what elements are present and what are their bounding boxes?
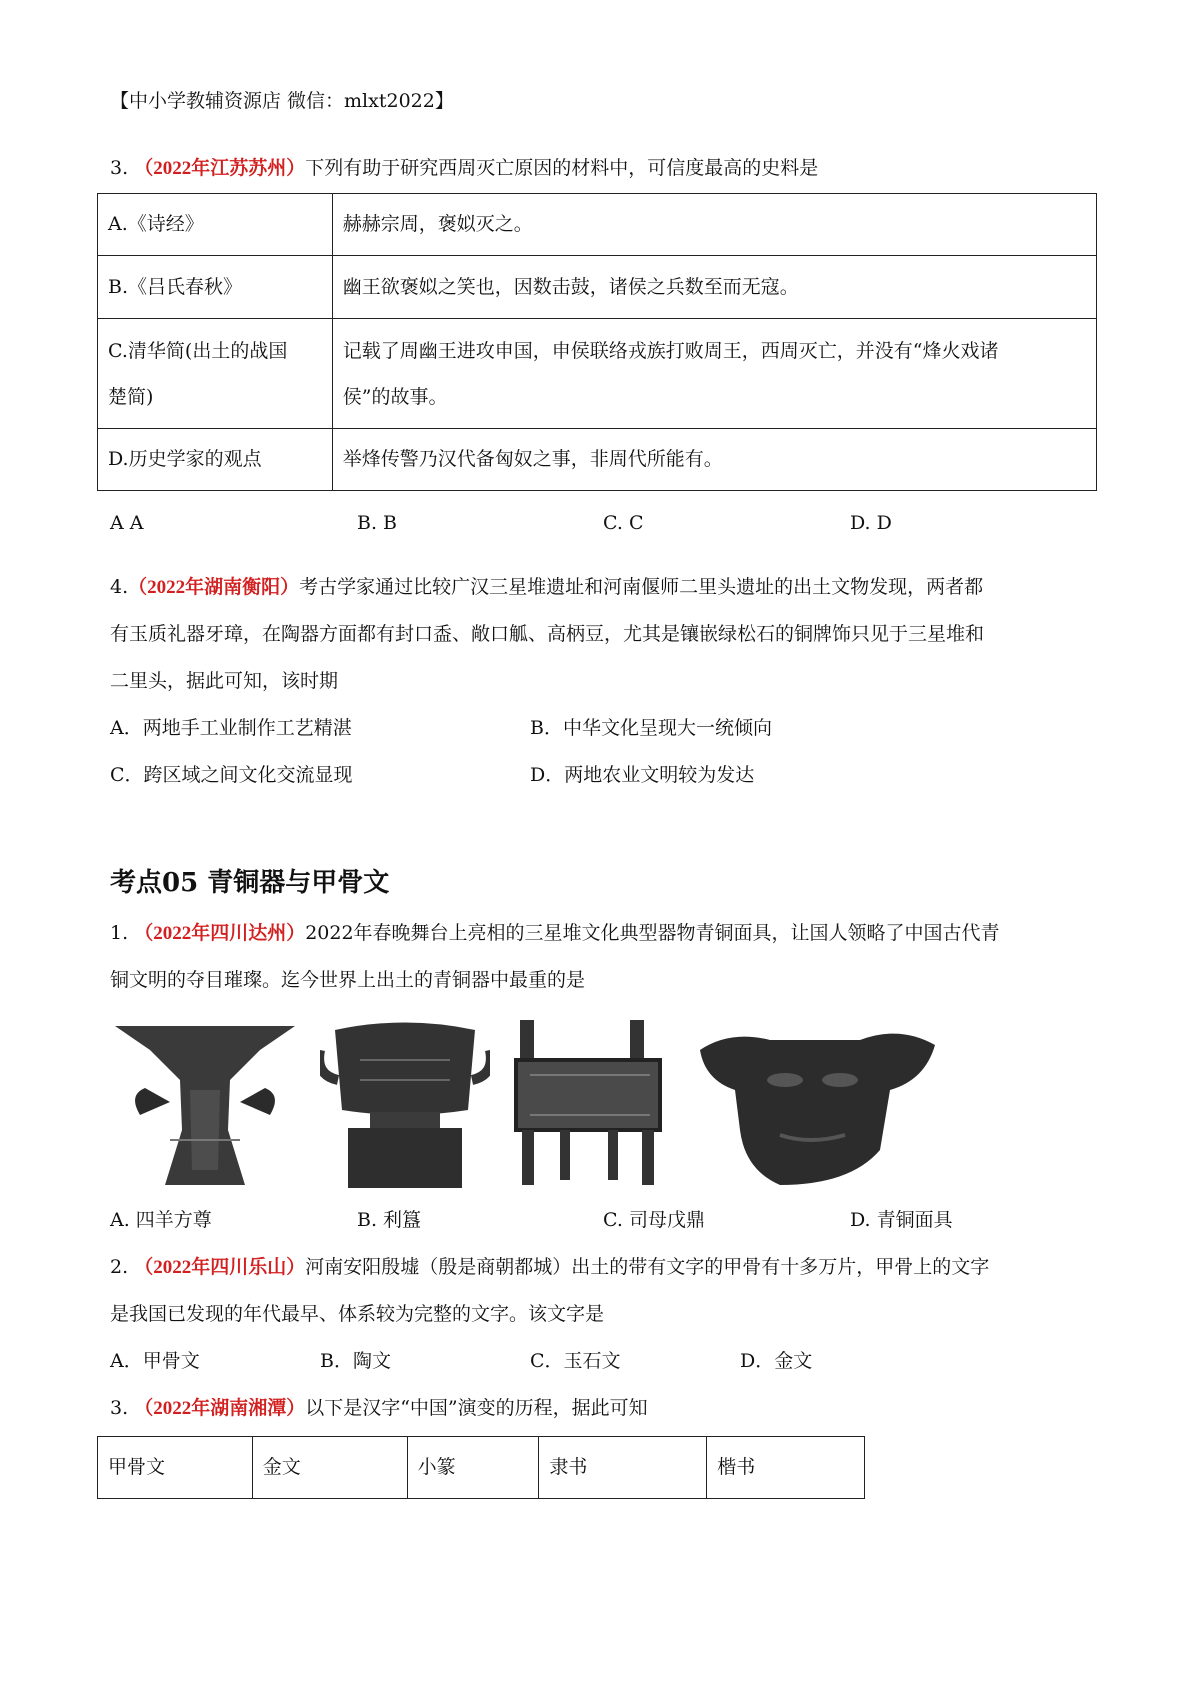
page-header: 【中小学教辅资源店 微信：mlxt2022】 [110,90,454,112]
question-number: 2. [110,1256,129,1278]
question-3-stem [110,155,818,182]
question-text-line: 二里头，据此可知，该时期 [110,670,339,692]
artifact-images [110,1020,940,1190]
question-4-stem [110,574,983,601]
table-row [98,319,1097,429]
question-number: 4. [110,576,129,598]
question-text-line: 是我国已发现的年代最早、体系较为完整的文字。该文字是 [110,1303,605,1325]
option-a[interactable]: A．甲骨文 [110,1350,200,1372]
option-a[interactable]: A. 四羊方尊 [110,1209,212,1231]
table-cell: 小篆 [407,1437,539,1499]
li-gui-image [320,1020,490,1190]
question-text-line: 铜文明的夺目璀璨。迄今世界上出土的青铜器中最重的是 [110,969,586,991]
question-number: 3. [110,157,129,179]
table-cell: 楷书 [707,1437,865,1499]
question-text: 以下是汉字“中国”演变的历程，据此可知 [305,1397,648,1419]
option-c[interactable]: C．玉石文 [530,1350,621,1372]
table-cell: 金文 [252,1437,407,1499]
question-text: 考古学家通过比较广汉三星堆遗址和河南偃师二里头遗址的出土文物发现，两者都 [299,576,984,598]
four-ram-zun-image [110,1020,300,1190]
option-a[interactable]: A A [110,512,144,534]
section-title: 考点05 青铜器与甲骨文 [110,868,390,898]
row-label: D.历史学家的观点 [98,429,333,491]
row-content-line: 记载了周幽王进攻申国，申侯联络戎族打败周王，西周灭亡，并没有“烽火戏诸 [342,339,999,362]
row-content: 举烽传警乃汉代备匈奴之事，非周代所能有。 [332,429,1096,491]
option-c[interactable]: C. 司母戊鼎 [603,1209,705,1231]
row-label [98,319,333,429]
source-material-table [97,193,1097,491]
question-text: 河南安阳殷墟（殷是商朝都城）出土的带有文字的甲骨有十多万片，甲骨上的文字 [305,1256,990,1278]
simuwu-ding-image [510,1020,670,1190]
row-content [332,319,1096,429]
question-source: （2022年湖南衡阳） [128,577,300,598]
table-row [98,429,1097,491]
question-number: 3. [110,1397,129,1419]
option-d[interactable]: D．两地农业文明较为发达 [530,764,755,786]
section-question-1-stem [110,920,1000,947]
option-a[interactable]: A．两地手工业制作工艺精湛 [110,717,352,739]
row-label-line: 楚简) [108,385,154,408]
option-d[interactable]: D. 青铜面具 [850,1209,953,1231]
question-source: （2022年四川乐山） [134,1257,306,1278]
question-source: （2022年四川达州） [134,923,306,944]
table-row [98,256,1097,319]
table-row [98,1437,865,1499]
question-text-line: 有玉质礼器牙璋，在陶器方面都有封口盉、敞口觚、高柄豆，尤其是镶嵌绿松石的铜牌饰只见于三星堆和 [110,623,985,645]
question-source: （2022年江苏苏州） [134,158,306,179]
table-cell: 隶书 [539,1437,707,1499]
row-label-line: C.清华简(出土的战国 [108,339,288,362]
option-d[interactable]: D．金文 [740,1350,813,1372]
section-question-2-stem [110,1254,989,1281]
row-label: B.《吕氏春秋》 [98,256,333,319]
question-source: （2022年湖南湘潭） [134,1398,306,1419]
table-row [98,194,1097,256]
script-evolution-table [97,1436,865,1499]
option-b[interactable]: B. B [357,512,398,534]
option-c[interactable]: C．跨区域之间文化交流显现 [110,764,353,786]
option-b[interactable]: B. 利簋 [357,1209,422,1231]
option-d[interactable]: D. D [850,512,892,534]
option-b[interactable]: B．陶文 [320,1350,391,1372]
row-content: 赫赫宗周，褒姒灭之。 [332,194,1096,256]
section-question-3-stem [110,1395,648,1422]
option-c[interactable]: C. C [603,512,644,534]
question-number: 1. [110,922,129,944]
question-text: 2022年春晚舞台上亮相的三星堆文化典型器物青铜面具，让国人领略了中国古代青 [305,922,1000,944]
question-text: 下列有助于研究西周灭亡原因的材料中，可信度最高的史料是 [305,157,819,179]
row-content-line: 侯”的故事。 [342,385,448,408]
row-content: 幽王欲褒姒之笑也，因数击鼓，诸侯之兵数至而无寇。 [332,256,1096,319]
option-b[interactable]: B．中华文化呈现大一统倾向 [530,717,772,739]
bronze-mask-image [690,1020,940,1190]
row-label: A.《诗经》 [98,194,333,256]
table-cell: 甲骨文 [98,1437,253,1499]
